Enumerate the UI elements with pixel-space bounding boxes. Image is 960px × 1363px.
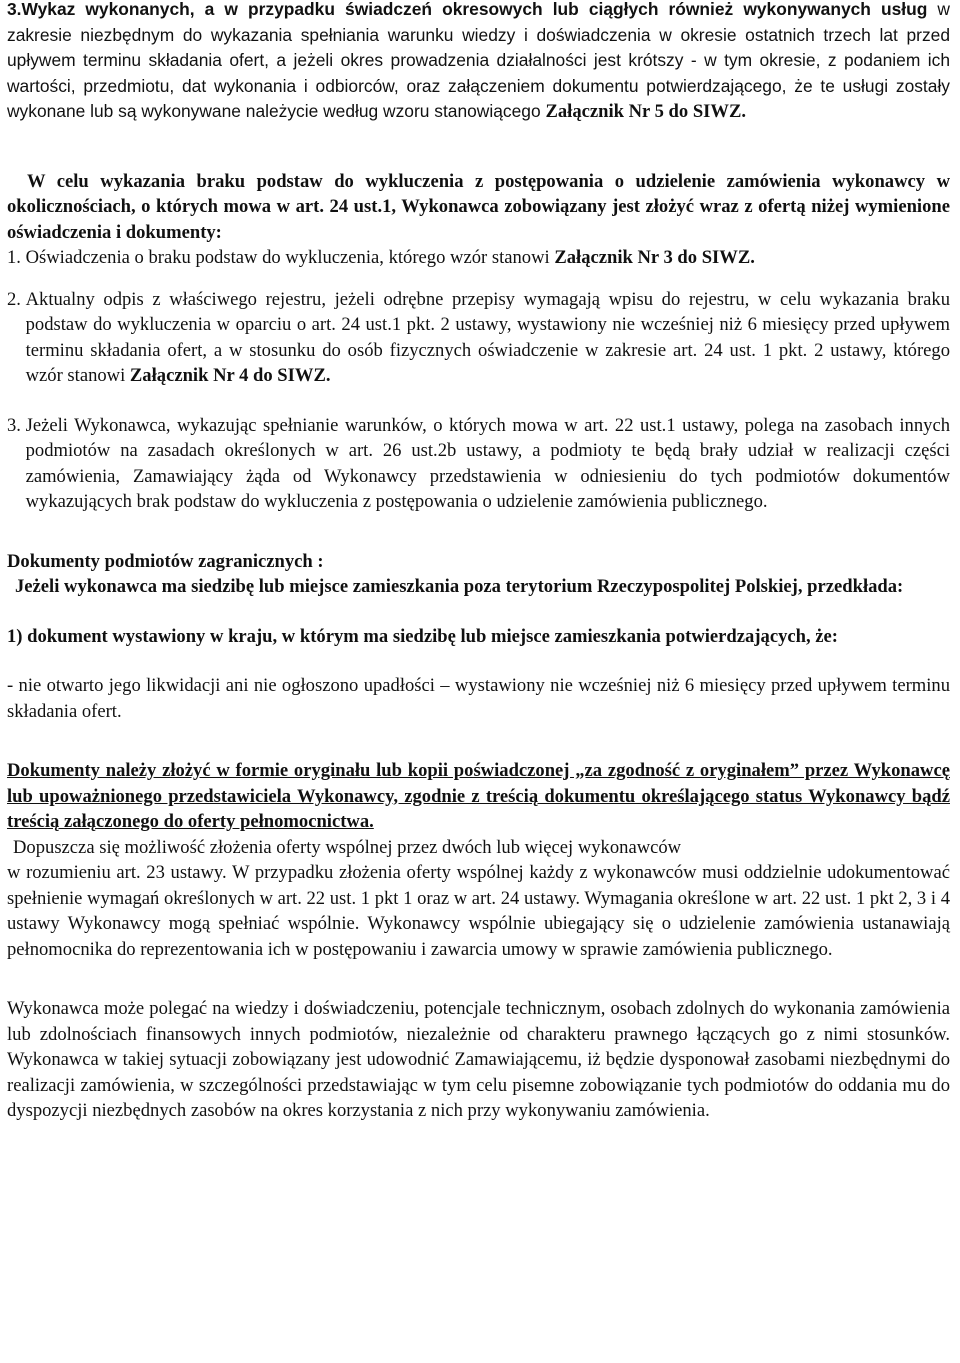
list-item: [7, 287, 950, 389]
list-item-attachment: Załącznik Nr 3 do SIWZ.: [554, 247, 755, 268]
list-item-number: 3.: [7, 414, 26, 436]
section-3-paragraph: [7, 0, 950, 125]
list-item-number: 1.: [7, 247, 26, 268]
joint-offer-paragraph: [7, 835, 950, 963]
foreign-documents-heading: Dokumenty podmiotów zagranicznych :: [7, 550, 324, 572]
section-3-attachment: Załącznik Nr 5 do SIWZ.: [545, 101, 747, 122]
list-item-text: Oświadczenia o braku podstaw do wykluczenia, którego wzór stanowi: [25, 247, 555, 268]
section-3-body: w zakresie niezbędnym do wykazania spełniania warunku wiedzy i doświadczenia w okresie ostatnich trzech lat przed upływem terminu składania ofert, a jeżeli okres prowadzenia działalności jest krótszy - w tym okresie, z podaniem ich wartości, przedmiotu, dat wykonania i odbiorców, oraz załączeniem dokumentu potwierdzającego, że te usługi zostały wykonane lub są wykonywane należycie według wzoru stanowiącego: [7, 0, 950, 121]
list-item-text: Jeżeli Wykonawca, wykazując spełnianie warunków, o których mowa w art. 22 ust.1 ustawy, polega na zasobach innych podmiotów na zasadach określonych w art. 26 ust.2b ustawy, a podmioty te będą brały udział w realizacji części zamówienia, Zamawiający żąda od Wykonawcy przedstawienia w odniesieniu do tych podmiotów dokumentów wykazujących brak podstaw do wykluczenia z postępowania o udzielenie zamówienia publicznego.: [25, 414, 950, 512]
document-form-requirement: Dokumenty należy złożyć w formie oryginału lub kopii poświadczonej „za zgodność z oryginałem” przez Wykonawcę lub upoważnionego przedstawiciela Wykonawcy, zgodnie z treścią dokumentu określającego status Wykonawcy bądź treścią załączonego do oferty pełnomocnictwa.: [7, 760, 950, 832]
foreign-documents-lead: Jeżeli wykonawca ma siedzibę lub miejsce zamieszkania poza terytorium Rzeczypospolitej Polskiej, przedkłada:: [15, 576, 904, 597]
joint-offer-body: w rozumieniu art. 23 ustawy. W przypadku złożenia oferty wspólnej każdy z wykonawców musi oddzielnie udokumentować spełnienie wymagań określonych w art. 22 ust. 1 pkt 1 oraz w art. 24 ustawy. Wymagania określone w art. 22 ust. 1 pkt 2, 3 i 4 ustawy Wykonawcy mogą spełniać wspólnie. Wykonawcy wspólnie ubiegający się o udzielenie zamówienia ustanawiają pełnomocnika do reprezentowania ich w postępowaniu i zawarcia umowy w sprawie zamówienia publicznego.: [7, 862, 950, 960]
foreign-document-condition: - nie otwarto jego likwidacji ani nie ogłoszono upadłości – wystawiony nie wcześniej niż 6 miesięcy przed upływem terminu składania ofert.: [7, 675, 950, 722]
section-3-heading: 3.Wykaz wykonanych, a w przypadku świadczeń okresowych lub ciągłych również wykonywanych usług: [7, 0, 928, 19]
list-item-attachment: Załącznik Nr 4 do SIWZ.: [129, 365, 331, 386]
list-item: [7, 245, 950, 271]
list-item-text: Aktualny odpis z właściwego rejestru, jeżeli odrębne przepisy wymagają wpisu do rejestru, w celu wykazania braku podstaw do wykluczenia w oparciu o art. 24 ust.1 pkt. 2 ustawy, wystawiony nie wcześniej niż 6 miesięcy przed upływem terminu składania ofert, a w stosunku do osób fizycznych oświadczenie w zakresie art. 24 ust. 1 pkt. 2 ustawy, którego wzór stanowi: [25, 288, 950, 386]
joint-offer-first-line: Dopuszcza się możliwość złożenia oferty wspólnej przez dwóch lub więcej wykonawców: [13, 836, 682, 858]
resource-reliance-paragraph: Wykonawca może polegać na wiedzy i doświadczeniu, potencjale technicznym, osobach zdolnych do wykonania zamówienia lub zdolnościach finansowych innych podmiotów, niezależnie od charakteru prawnego łączących go z nimi stosunków. Wykonawca w takiej sytuacji zobowiązany jest udowodnić Zamawiającemu, iż będzie dysponował zasobami niezbędnymi do realizacji zamówienia, w szczególności przedstawiając w tym celu pisemne zobowiązanie tych podmiotów do oddania mu do dyspozycji niezbędnych zasobów na okres korzystania z nich przy wykonywaniu zamówienia.: [7, 998, 950, 1121]
list-item-number: 2.: [7, 288, 26, 310]
required-documents-list: [7, 245, 950, 515]
exclusion-intro: W celu wykazania braku podstaw do wykluczenia z postępowania o udzielenie zamówienia wykonawcy w okolicznościach, o których mowa w art. 24 ust.1, Wykonawca zobowiązany jest złożyć wraz z ofertą niżej wymienione oświadczenia i dokumenty:: [7, 170, 950, 243]
list-item: [7, 413, 950, 515]
foreign-document-item: 1) dokument wystawiony w kraju, w którym ma siedzibę lub miejsce zamieszkania potwierdzających, że:: [7, 625, 838, 647]
